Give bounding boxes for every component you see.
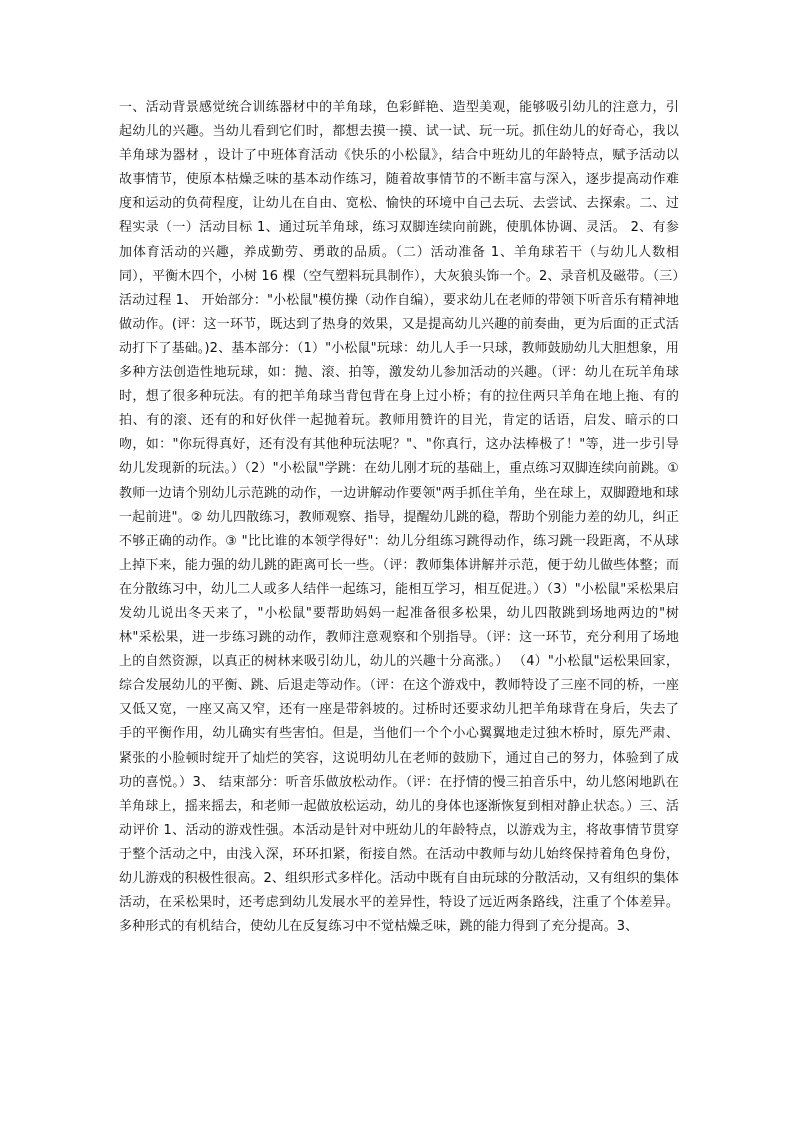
document-page (119, 96, 679, 939)
body-paragraph: 一、活动背景感觉统合训练器材中的羊角球，色彩鲜艳、造型美观，能够吸引幼儿的注意力，引起幼儿的兴趣。当幼儿看到它们时，都想去摸一摸、试一试、玩一玩。抓住幼儿的好奇心，我以羊角球为器材 ，设计了中班体育活动《快乐的小松鼠》，结合中班幼儿的年龄特点，赋予活动以故事情节，使原本枯燥乏味的基本动作练习，随着故事情节的不断丰富与深入，逐步提高动作难度和运动的负荷程度，让幼儿在自由、宽松、愉快的环境中自己去玩、去尝试、去探索。二、过程实录（一）活动目标 1、通过玩羊角球，练习双脚连续向前跳，使肌体协调、灵活。 2、有参加体育活动的兴趣，养成勤劳、勇敢的品质。（二）活动准备 1、羊角球若干（与幼儿人数相同），平衡木四个，小树 16 棵（空气塑料玩具制作），大灰狼头饰一个。2、录音机及磁带。（三）活动过程 1、 开始部分："小松鼠"模仿操（动作自编），要求幼儿在老师的带领下听音乐有精神地做动作。(评：这一环节，既达到了热身的效果，又是提高幼儿兴趣的前奏曲，更为后面的正式活动打下了基础。)2、基本部分：（1）"小松鼠"玩球：幼儿人手一只球，教师鼓励幼儿大胆想象，用多种方法创造性地玩球，如：抛、滚、拍等，激发幼儿参加活动的兴趣。（评：幼儿在玩羊角球时，想了很多种玩法。有的把羊角球当背包背在身上过小桥；有的拉住两只羊角在地上拖、有的拍、有的滚、还有的和好伙伴一起抛着玩。教师用赞许的目光，肯定的话语，启发、暗示的口吻，如："你玩得真好，还有没有其他种玩法呢？"、"你真行，这办法棒极了！"等，进一步引导幼儿发现新的玩法。）（2）"小松鼠"学跳：在幼儿刚才玩的基础上，重点练习双脚连续向前跳。① 教师一边请个别幼儿示范跳的动作，一边讲解动作要领"两手抓住羊角，坐在球上，双脚蹬地和球一起前进"。② 幼儿四散练习，教师观察、指导，提醒幼儿跳的稳，帮助个别能力差的幼儿，纠正不够正确的动作。③ "比比谁的本领学得好"：幼儿分组练习跳得动作，练习跳一段距离，不从球上掉下来，能力强的幼儿跳的距离可长一些。（评：教师集体讲解并示范，便于幼儿做些体整；而在分散练习中，幼儿二人或多人结伴一起练习，能相互学习，相互促进。）（3）"小松鼠"采松果启发幼儿说出冬天来了，"小松鼠"要帮助妈妈一起准备很多松果，幼儿四散跳到场地两边的"树林"采松果，进一步练习跳的动作，教师注意观察和个别指导。（评：这一环节，充分利用了场地上的自然资源，以真正的树林来吸引幼儿，幼儿的兴趣十分高涨。） （4）"小松鼠"运松果回家，综合发展幼儿的平衡、跳、后退走等动作。（评：在这个游戏中，教师特设了三座不同的桥，一座又低又宽，一座又高又窄，还有一座是带斜坡的。过桥时还要求幼儿把羊角球背在身后，失去了手的平衡作用，幼儿确实有些害怕。但是，当他们一个个小心翼翼地走过独木桥时，原先严肃、紧张的小脸顿时绽开了灿烂的笑容，这说明幼儿在老师的鼓励下，通过自己的努力，体验到了成功的喜悦。）3、 结束部分：听音乐做放松动作。（评：在抒情的慢三拍音乐中，幼儿悠闲地趴在羊角球上，摇来摇去，和老师一起做放松运动，幼儿的身体也逐渐恢复到相对静止状态。）三、活动评价 1、活动的游戏性强。本活动是针对中班幼儿的年龄特点，以游戏为主，将故事情节贯穿于整个活动之中，由浅入深，环环扣紧，衔接自然。在活动中教师与幼儿始终保持着角色身份，幼儿游戏的积极性很高。2、组织形式多样化。活动中既有自由玩球的分散活动，又有组织的集体活动，在采松果时，还考虑到幼儿发展水平的差异性，特设了远近两条路线，注重了个体差异。多种形式的有机结合，使幼儿在反复练习中不觉枯燥乏味，跳的能力得到了充分提高。3、 (119, 100, 679, 935)
